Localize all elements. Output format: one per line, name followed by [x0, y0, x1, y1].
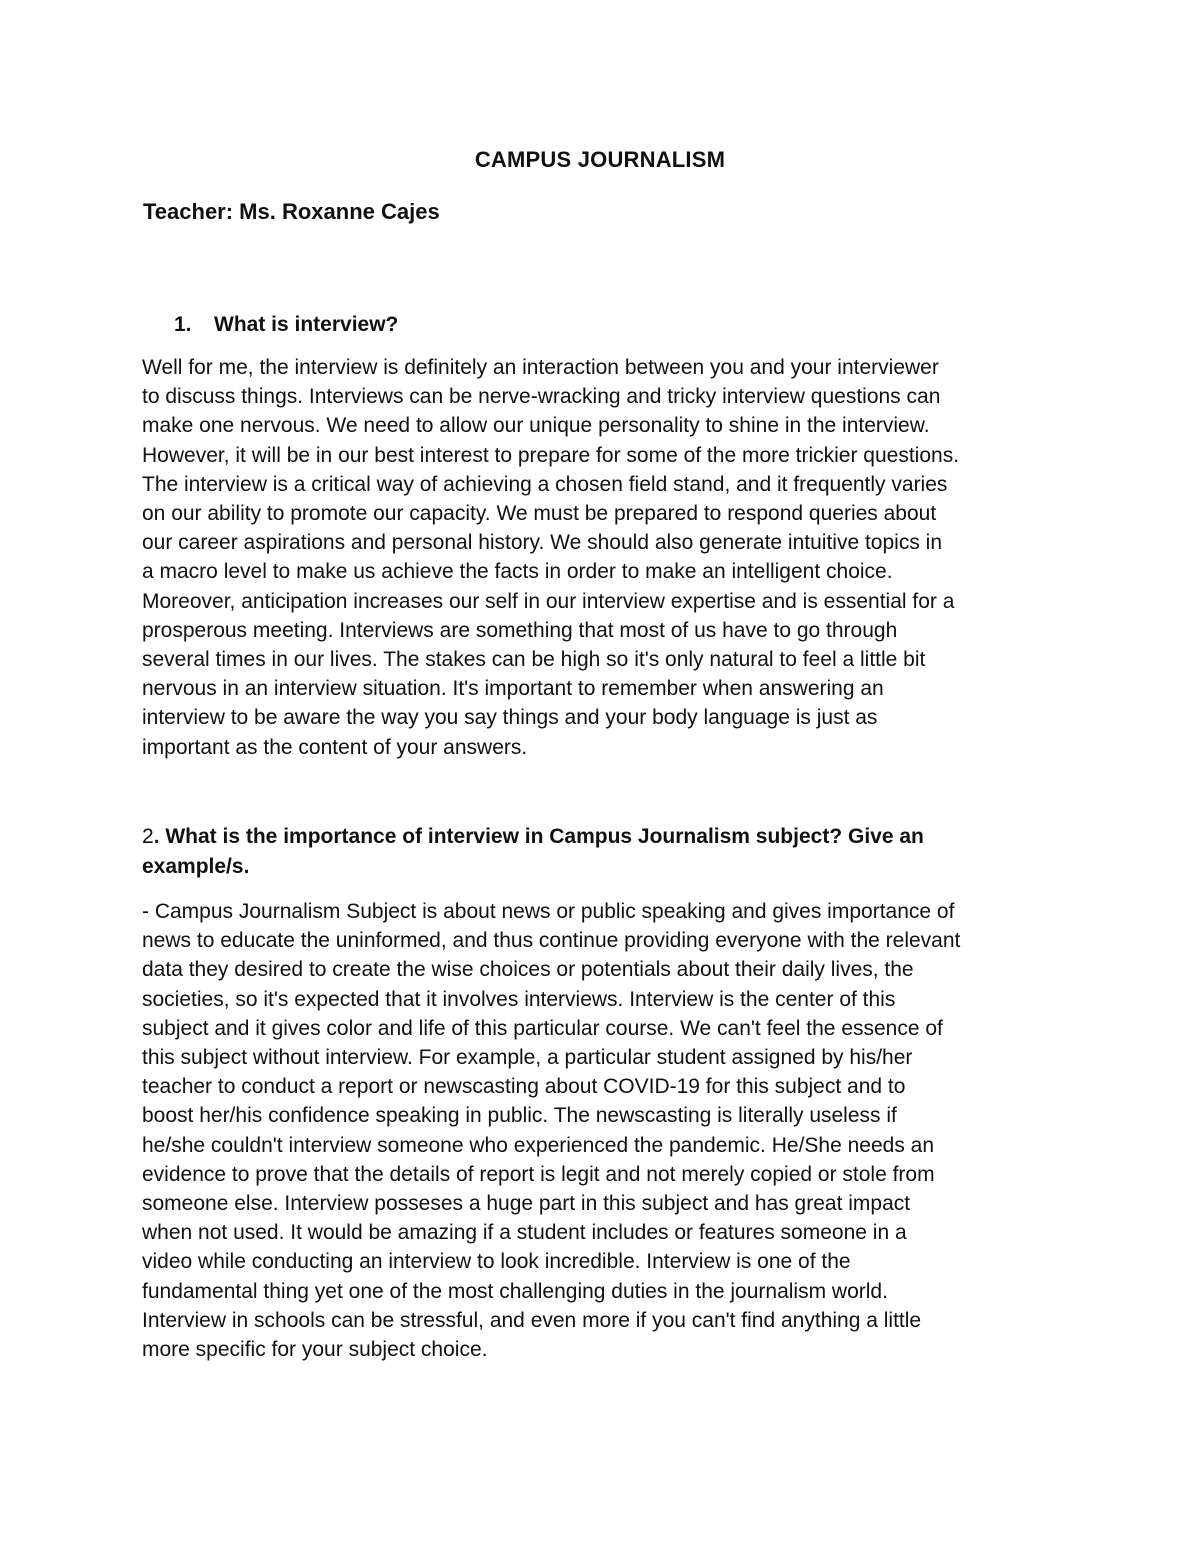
question-2-heading: [142, 822, 1072, 882]
answer-2-line: - Campus Journalism Subject is about news or public speaking and gives importance of: [142, 900, 955, 923]
answer-1-line: several times in our lives. The stakes can be high so it's only natural to feel a little bit: [142, 648, 926, 672]
answer-2-line: this subject without interview. For example, a particular student assigned by his/her: [142, 1046, 913, 1070]
answer-1-line: Moreover, anticipation increases our self in our interview expertise and is essential for a: [142, 589, 955, 613]
answer-2-line: Interview in schools can be stressful, and even more if you can't find anything a little: [142, 1308, 922, 1332]
question-2-number: 2: [142, 825, 154, 848]
answer-1-line: a macro level to make us achieve the facts in order to make an intelligent choice.: [142, 560, 893, 584]
answer-2-line: fundamental thing yet one of the most challenging duties in the journalism world.: [142, 1279, 888, 1303]
answer-1-line: our career aspirations and personal history. We should also generate intuitive topics in: [142, 531, 942, 555]
answer-2-line: evidence to prove that the details of report is legit and not merely copied or stole from: [142, 1162, 935, 1186]
answer-2-line: boost her/his confidence speaking in public. The newscasting is literally useless if: [142, 1104, 897, 1128]
answer-1-line: make one nervous. We need to allow our unique personality to shine in the interview.: [142, 414, 930, 438]
question-2-text-line-2: example/s.: [142, 855, 250, 878]
answer-1-line: on our ability to promote our capacity. We must be prepared to respond queries about: [142, 502, 937, 526]
answer-2-line: someone else. Interview posseses a huge part in this subject and has great impact: [142, 1192, 911, 1216]
question-1-text: What is interview?: [214, 313, 399, 336]
document-title: CAMPUS JOURNALISM: [474, 147, 726, 172]
answer-2-line: video while conducting an interview to look incredible. Interview is one of the: [142, 1250, 851, 1274]
question-2-text-line-1: . What is the importance of interview in Campus Journalism subject? Give an: [153, 825, 924, 848]
answer-2-line: he/she couldn't interview someone who experienced the pandemic. He/She needs an: [142, 1133, 935, 1157]
answer-1-line: However, it will be in our best interest to prepare for some of the more trickier questions.: [142, 443, 960, 467]
answer-2-line: data they desired to create the wise choices or potentials about their daily lives, the: [142, 958, 914, 982]
answer-2-line: news to educate the uninformed, and thus continue providing everyone with the relevant: [142, 929, 961, 953]
answer-2-line: societies, so it's expected that it involves interviews. Interview is the center of this: [142, 987, 896, 1011]
answer-2-line: when not used. It would be amazing if a student includes or features someone in a: [142, 1221, 907, 1245]
teacher-name: Teacher: Ms. Roxanne Cajes: [143, 199, 440, 224]
question-1-number: 1.: [174, 313, 192, 336]
answer-1-line: to discuss things. Interviews can be nerve-wracking and tricky interview questions can: [142, 385, 941, 409]
answer-1-line: nervous in an interview situation. It's important to remember when answering an: [142, 677, 884, 701]
answer-1-paragraph: [142, 353, 1072, 762]
answer-1-line: Well for me, the interview is definitely an interaction between you and your interviewer: [142, 356, 939, 379]
answer-1-line: interview to be aware the way you say things and your body language is just as: [142, 706, 878, 730]
question-1-heading: [174, 310, 398, 340]
answer-1-line: prosperous meeting. Interviews are something that most of us have to go through: [142, 618, 898, 642]
answer-2-line: subject and it gives color and life of this particular course. We can't feel the essence of: [142, 1016, 943, 1040]
answer-1-line: important as the content of your answers.: [142, 735, 528, 759]
answer-1-line: The interview is a critical way of achieving a chosen field stand, and it frequently varies: [142, 472, 948, 496]
answer-2-line: more specific for your subject choice.: [142, 1338, 488, 1362]
answer-2-line: teacher to conduct a report or newscasting about COVID-19 for this subject and to: [142, 1075, 906, 1099]
answer-2-paragraph: [142, 897, 1072, 1364]
